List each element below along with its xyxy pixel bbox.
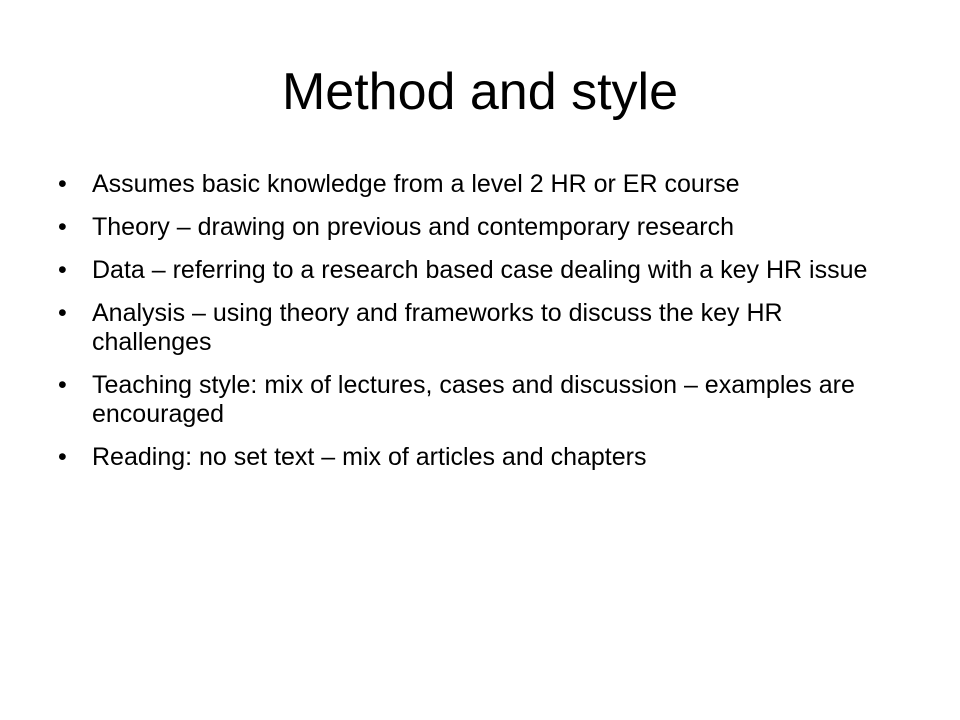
bullet-icon: • [58,256,67,284]
bullet-text: Assumes basic knowledge from a level 2 HR or ER course [92,170,740,198]
bullet-item [56,170,876,199]
slide-title: Method and style [281,63,679,121]
bullet-icon: • [58,371,67,399]
bullet-icon: • [58,213,67,241]
bullet-text: Teaching style: mix of lectures, cases and discussion – examples are encouraged [92,371,855,428]
bullet-icon: • [58,170,67,198]
bullet-item [56,371,876,429]
bullet-text: Data – referring to a research based case dealing with a key HR issue [92,256,868,284]
bullet-text: Analysis – using theory and frameworks to discuss the key HR challenges [92,299,783,356]
bullet-list [56,170,876,486]
bullet-text: Theory – drawing on previous and contemporary research [92,213,735,241]
bullet-item [56,443,876,472]
bullet-item [56,213,876,242]
bullet-icon: • [58,299,67,327]
bullet-item [56,299,876,357]
bullet-icon: • [58,443,67,471]
bullet-item [56,256,876,285]
bullet-text: Reading: no set text – mix of articles and chapters [92,443,647,471]
